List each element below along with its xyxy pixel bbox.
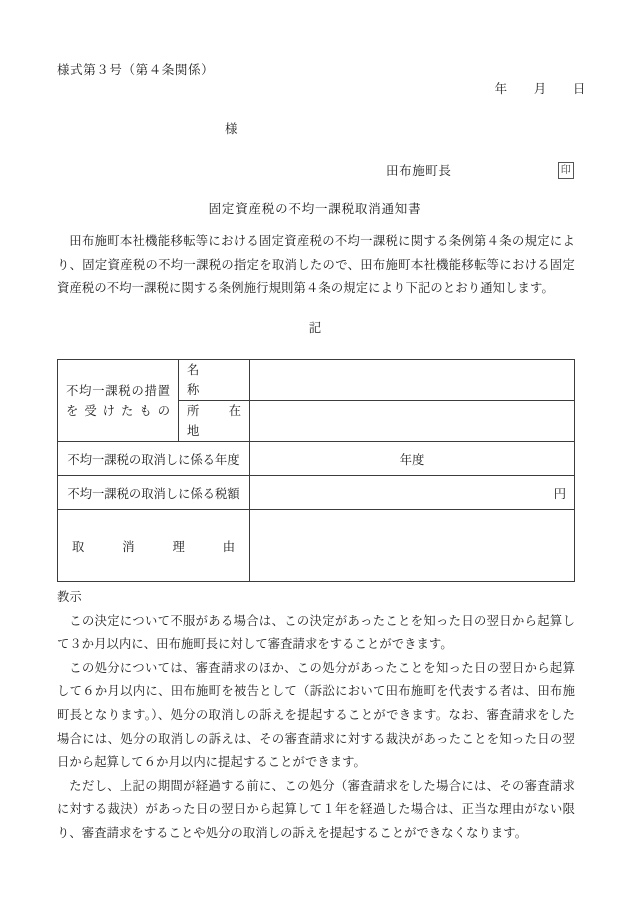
- year-label: 年: [494, 82, 508, 96]
- cancel-year-label: 不均一課税の取消しに係る年度: [58, 442, 250, 476]
- table-row: [58, 476, 575, 510]
- notification-table: [57, 359, 575, 582]
- table-row: [58, 510, 575, 582]
- date-line: [469, 79, 586, 97]
- table-row: [58, 360, 575, 401]
- form-number: 様式第３号（第４条関係）: [57, 63, 215, 77]
- addressee-honorific: 様: [225, 122, 239, 136]
- month-label: 月: [533, 82, 547, 96]
- cancel-reason-value-cell[interactable]: [250, 510, 575, 582]
- page-title: 固定資産税の不均一課税取消通知書: [208, 202, 422, 216]
- appeal-instructions-heading: 教示: [57, 590, 82, 604]
- name-sublabel: 名 称: [179, 360, 250, 401]
- issuer-name: 田布施町長: [386, 164, 452, 178]
- day-label: 日: [572, 82, 586, 96]
- cancel-year-value-cell[interactable]: 年度: [250, 442, 575, 476]
- body-paragraph: [57, 230, 575, 301]
- name-value-cell[interactable]: [250, 360, 575, 401]
- issuer-row: [386, 161, 574, 179]
- seal-stamp-box: 印: [558, 162, 574, 179]
- ki-marker: 記: [308, 321, 322, 335]
- cancel-amount-label: 不均一課税の取消しに係る税額: [58, 476, 250, 510]
- address-sublabel: 所 在 地: [179, 401, 250, 442]
- recipient-group-label: 不均一課税の措置を受けたもの: [58, 360, 179, 442]
- appeal-paragraph-1: この決定について不服がある場合は、この決定があったことを知った日の翌日から起算して３か月以内に、田布施町長に対して審査請求をすることができます。: [57, 613, 575, 652]
- appeal-paragraph-3: ただし、上記の期間が経過する前に、この処分（審査請求をした場合には、その審査請求に対する裁決）があった日の翌日から起算して１年を経過した場合は、正当な理由がない限り、審査請求をすることや処分の取消しの訴えを提起することができなくなります。: [57, 778, 575, 840]
- appeal-paragraph-2: この処分については、審査請求のほか、この処分があったことを知った日の翌日から起算して６か月以内に、田布施町を被告として（訴訟において田布施町を代表する者は、田布施町長となります。）、処分の取消しの訴えを提起することができます。なお、審査請求をした場合には、処分の取消しの訴えは、その審査請求に対する裁決があったことを知った日の翌日から起算して６か月以内に提起することができます。: [57, 660, 575, 770]
- cancel-reason-label: 取 消 理 由: [58, 510, 250, 582]
- cancel-amount-value-cell[interactable]: 円: [250, 476, 575, 510]
- address-value-cell[interactable]: [250, 401, 575, 442]
- appeal-instructions: [57, 586, 575, 846]
- body-paragraph-text: 田布施町本社機能移転等における固定資産税の不均一課税に関する条例第４条の規定により、固定資産税の不均一課税の指定を取消したので、田布施町本社機能移転等における固定資産税の不均一課税に関する条例施行規則第４条の規定により下記のとおり通知します。: [57, 234, 575, 295]
- table-row: [58, 442, 575, 476]
